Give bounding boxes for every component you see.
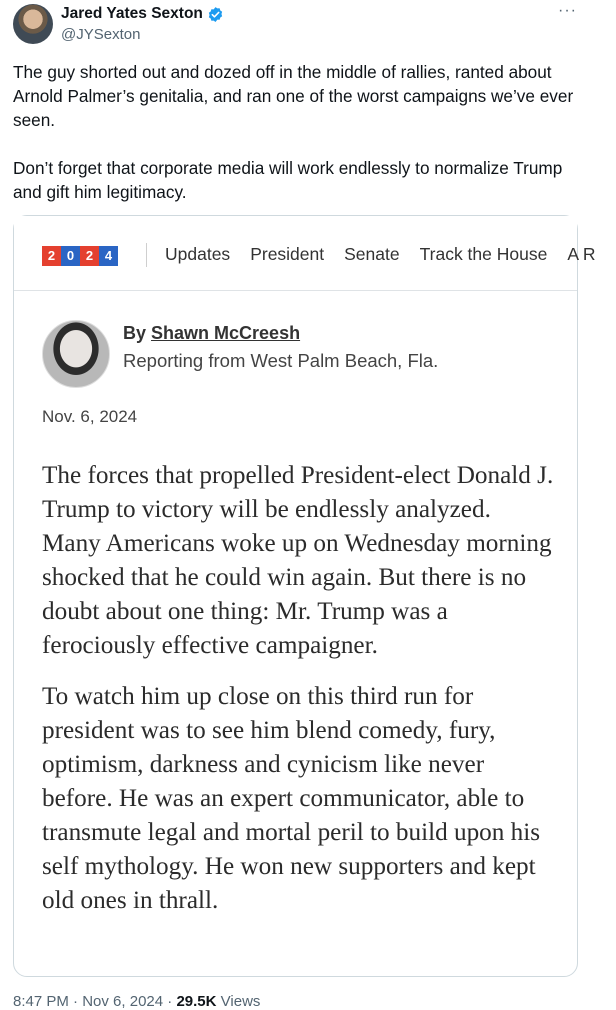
more-options-icon[interactable]: ··· xyxy=(558,2,577,19)
nav-item-updates: Updates xyxy=(165,244,231,264)
logo-digit: 2 xyxy=(80,246,99,266)
article-image-card[interactable] xyxy=(13,215,596,977)
tweet-text xyxy=(13,60,588,204)
meta-separator: · xyxy=(167,993,173,1010)
nav-item-track-the-house: Track the House xyxy=(419,244,548,264)
author-avatar[interactable] xyxy=(13,4,53,44)
tweet-paragraph: The guy shorted out and dozed off in the middle of rallies, ranted about Arnold Palmer’s genitalia, and ran one of the worst campaigns we’ve ever seen. xyxy=(13,62,574,130)
nav-item-president: President xyxy=(250,244,325,264)
nav-item-senate: Senate xyxy=(344,244,400,264)
nav-item-truncated: A R xyxy=(567,244,596,264)
logo-digit: 0 xyxy=(61,246,80,266)
byline xyxy=(123,323,300,344)
article-date: Nov. 6, 2024 xyxy=(42,407,138,426)
reporter-photo xyxy=(42,320,110,388)
reporter-name: Shawn McCreesh xyxy=(151,323,301,343)
article-nav-bar xyxy=(14,216,596,291)
tweet-time[interactable]: 8:47 PM xyxy=(13,993,69,1010)
views-label: Views xyxy=(220,993,261,1010)
tweet-meta xyxy=(13,993,260,1010)
logo-digit: 2 xyxy=(42,246,61,266)
tweet-paragraph: Don’t forget that corporate media will work endlessly to normalize Trump and gift him legitimacy. xyxy=(13,158,563,202)
section-nav xyxy=(165,244,616,265)
article-paragraph: To watch him up close on this third run for president was to see him blend comedy, fury, optimism, darkness and cynicism like never before. He was an expert communicator, able to transmute legal and mortal peril to build upon his self mythology. He won new supporters and kept old ones in thrall. xyxy=(42,683,541,914)
views-count: 29.5K xyxy=(176,993,217,1010)
author-name-row[interactable] xyxy=(61,5,224,23)
verified-badge-icon xyxy=(207,6,224,23)
meta-separator: · xyxy=(73,993,79,1010)
tweet-date[interactable]: Nov 6, 2024 xyxy=(82,993,164,1010)
reporting-location: Reporting from West Palm Beach, Fla. xyxy=(123,350,439,371)
author-name[interactable]: Jared Yates Sexton xyxy=(61,5,203,22)
logo-digit: 4 xyxy=(99,246,118,266)
byline-prefix: By xyxy=(123,323,147,343)
article-paragraph: The forces that propelled President-elect Donald J. Trump to victory will be endlessly analyzed. Many Americans woke up on Wednesday morning shocked that he could win again. But there is no doubt about one thing: Mr. Trump was a ferociously effective campaigner. xyxy=(42,462,554,659)
nav-divider xyxy=(146,243,147,267)
article-body xyxy=(42,459,554,918)
author-handle[interactable]: @JYSexton xyxy=(61,26,141,43)
election-2024-logo xyxy=(42,246,118,266)
